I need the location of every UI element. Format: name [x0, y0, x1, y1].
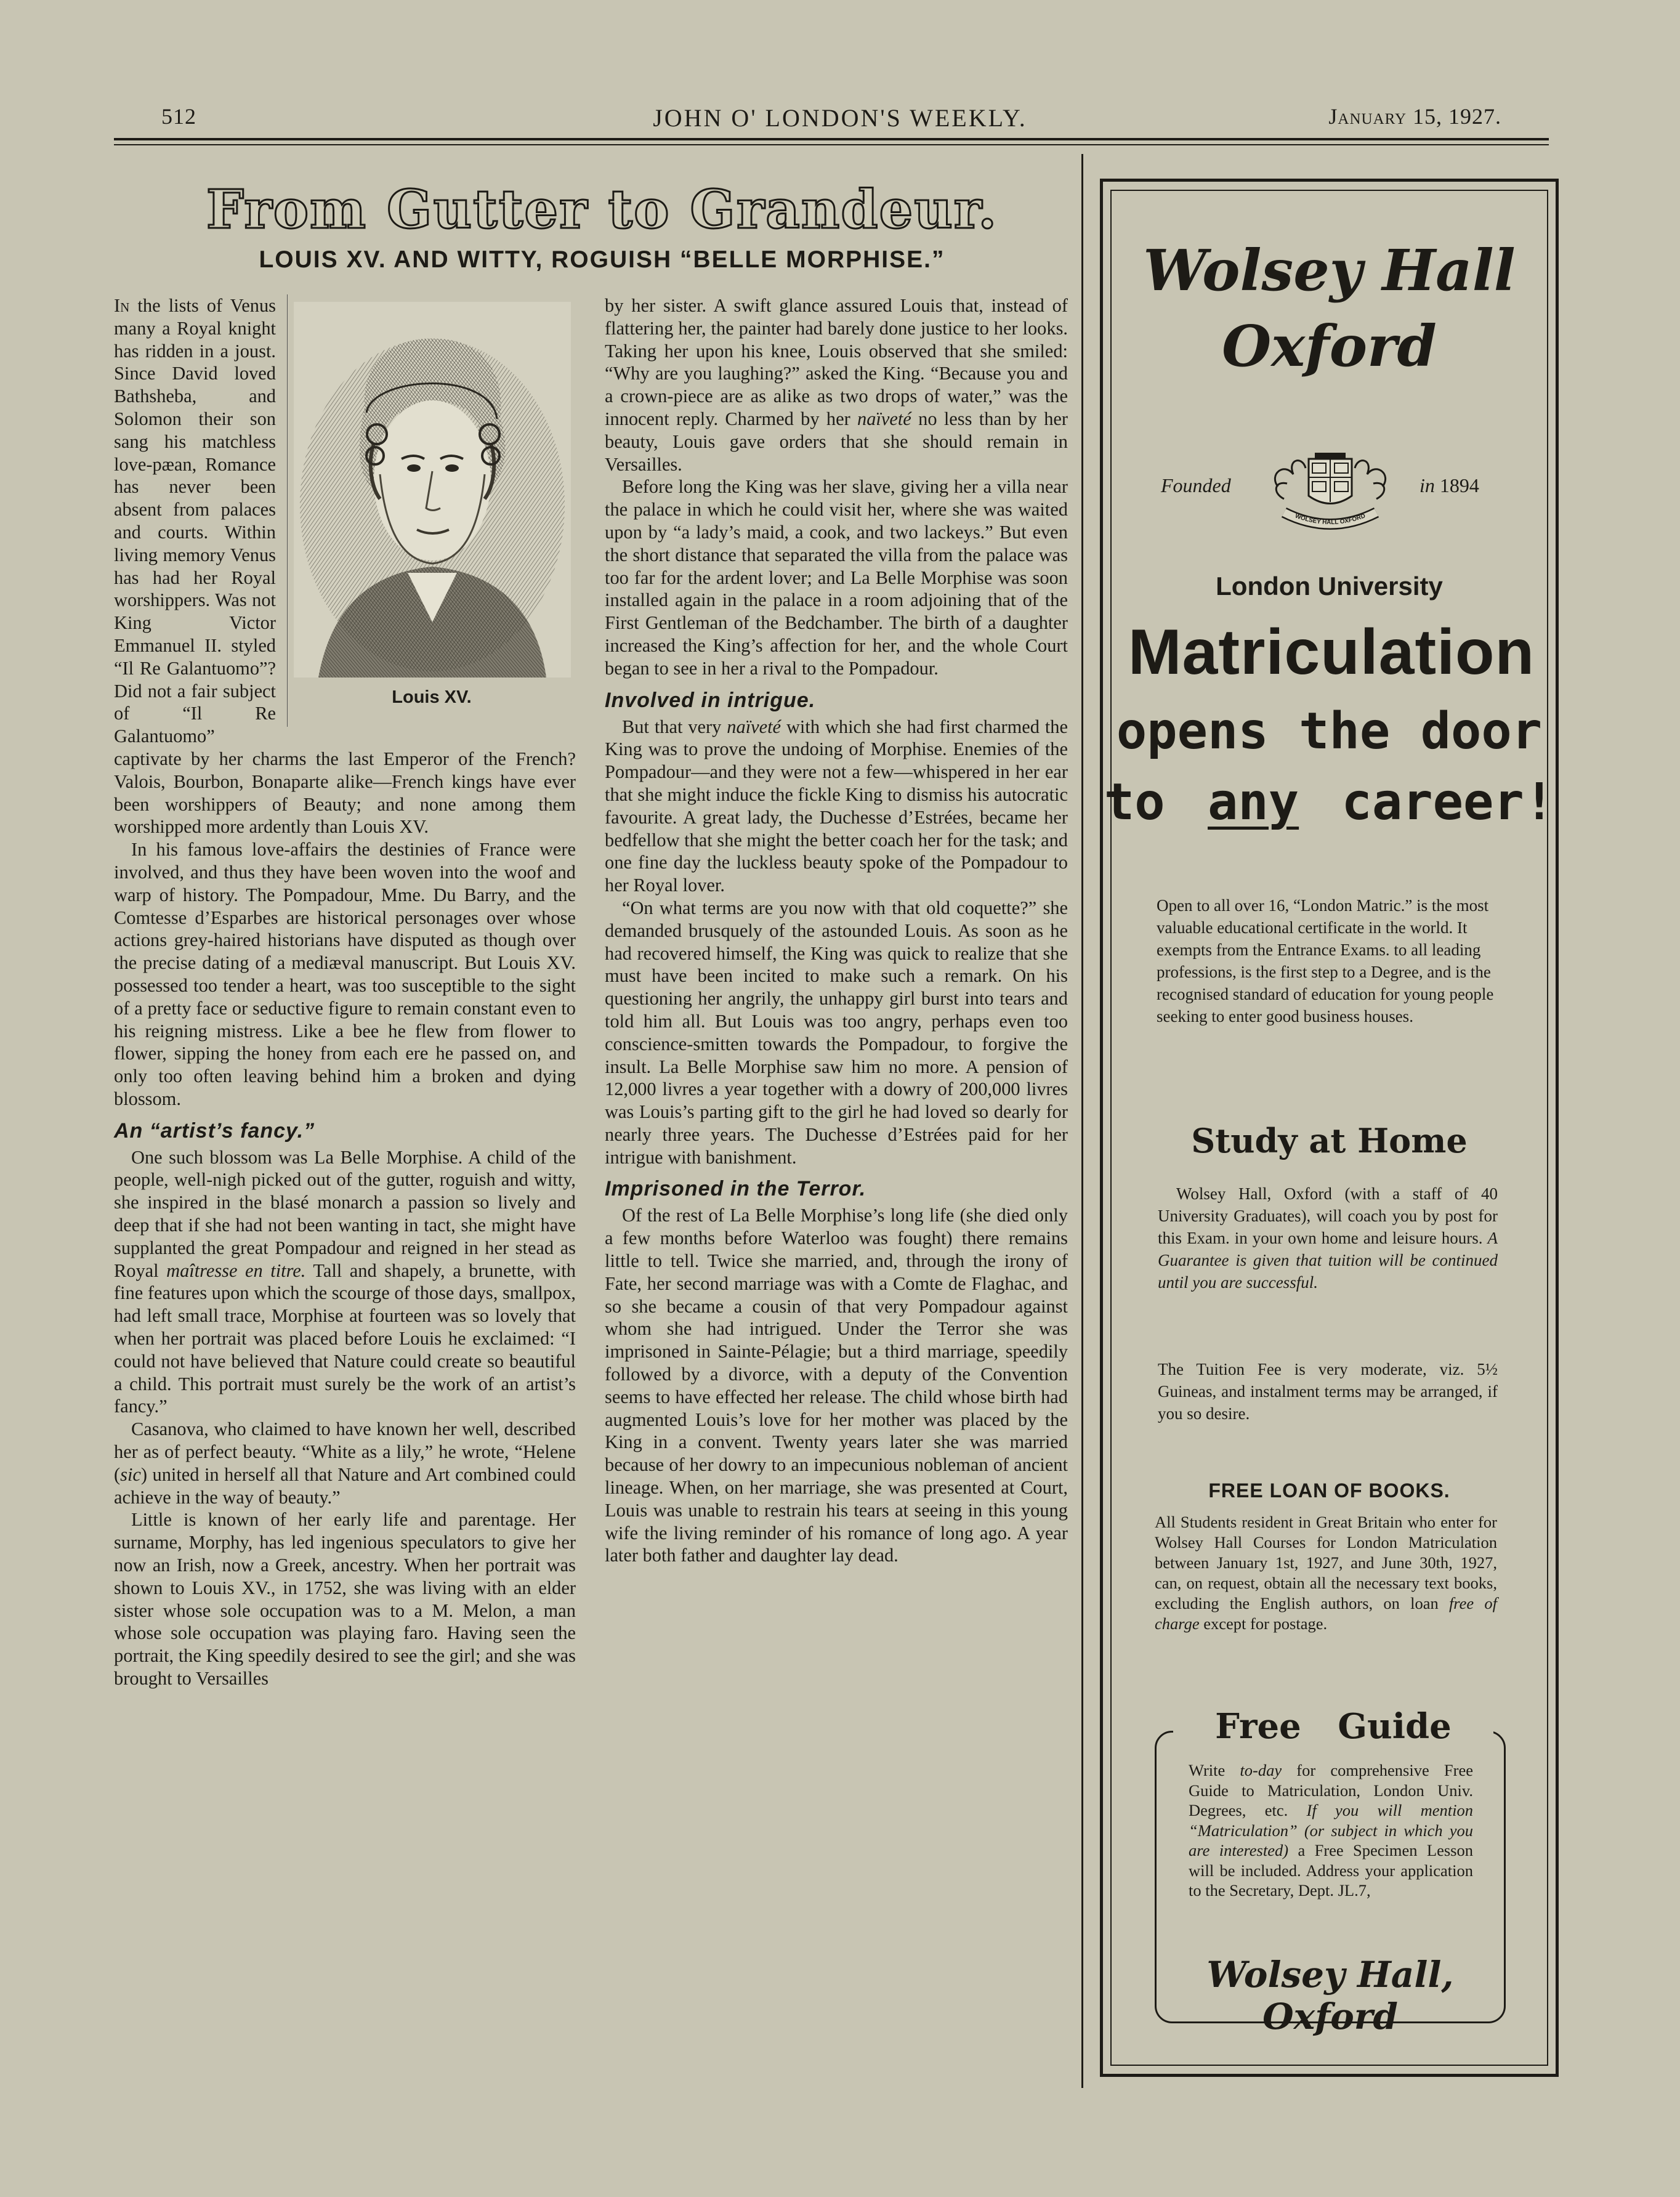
portrait-engraving [294, 302, 571, 678]
advert-loan-heading: FREE LOAN OF BOOKS. [1208, 1479, 1450, 1502]
article-subtitle: LOUIS XV. AND WITTY, ROGUISH “BELLE MORPHISE.” [259, 246, 945, 273]
advert-study-heading: Study at Home [1191, 1121, 1468, 1160]
article-paragraph: “On what terms are you now with that old coquette?” she demanded brusquely of the astounded Louis. As soon as he had recovered himself, the King was quick to realize that she must have been incited to make such a remark. On his questioning her angrily, the unhappy girl burst into tears and told him all. But Louis was too angry, perhaps even too conscience-smitten towards the Pompadour, to forgive the insult. La Belle Morphise saw him no more. A pension of 12,000 livres a year together with a dowry of 200,000 livres was Louis’s parting gift to the girl he had loved so dearly for nearly three years. The Duchesse d’Estrées paid for her intrigue with banishment. [605, 897, 1068, 1168]
drop-cap: In [114, 295, 130, 316]
article-paragraph: In his famous love-affairs the destinies of France were involved, and thus they have been woven into the woof and warp of history. The Pompadour, Mme. Du Barry, and the Comtesse d’Esparbes are historical personages over whose actions grey-haired historians have disputed as though over the precise dating of a mediæval manuscript. But Louis XV. possessed too tender a heart, was too susceptible to the sight of a pretty face or seductive figure to remain constant even to his reigning mistress. Like a bee he flew from flower to flower, sipping the honey from each ere he passed on, and only too often leaving behind him a broken and dying blossom. [114, 839, 576, 1109]
advert-founded-year: in 1894 [1420, 474, 1479, 496]
advert-loan-text: All Students resident in Great Britain who enter for Wolsey Hall Courses for London Matriculation between January 1st, 1927, and June 30th, 1927, can, on request, obtain all the necessary text books, excluding the English authors, on loan free of charge except for postage. [1155, 1513, 1497, 1633]
article-paragraph: But that very naïveté with which she had first charmed the King was to prove the undoing of Morphise. Enemies of the Pompadour—and they were not a few—whispered in her ear that she might induce the fickle King to dismiss his autocratic favourite. A great lady, the Duchesse d’Estrées, became her bedfellow that she might the better coach her for the task; and one fine day the luckless beauty spoke of the Pompadour to her Royal lover. [605, 716, 1068, 896]
article-paragraph: In the lists of Venus many a Royal knight has ridden in a joust. Since David loved Bathsheba, and Solomon their son sang his matchless love-pæan, Romance has never been absent from palaces and courts. Within living memory Venus has had her Royal worshippers. Was not King Victor Emmanuel II. styled “Il Re Galantuomo”? Did not a fair subject of “Il Re Galantuomo” captivate by her charms the last Emperor of the French? Valois, Bourbon, Bonaparte alike—French kings have ever been worshippers of Beauty; and none among them worshipped more ardently than Louis XV. [114, 295, 576, 838]
crest-icon [1266, 443, 1395, 536]
advert-london-university: London University [1216, 572, 1443, 601]
article-column-left [114, 294, 576, 1690]
article-paragraph: by her sister. A swift glance assured Louis that, instead of flattering her, the painter had barely done justice to her looks. Taking her upon his knee, Louis observed that she smiled: “Why are you laughing?” asked the King. “Because you and a crown-piece are as alike as two drops of water,” was the innocent reply. Charmed by her naïveté no less than by her beauty, Louis gave orders that she should remain in Versailles. [605, 295, 1068, 475]
article-paragraph: Casanova, who claimed to have known her well, described her as of perfect beauty. “White as a lily,” he wrote, “Helene (sic) united in herself all that Nature and Art combined could achieve in the way of beauty.” [114, 1418, 576, 1508]
advert-intro-text: Open to all over 16, “London Matric.” is the most valuable educational certificate in the world. It exempts from the Entrance Exams. to all leading professions, is the first step to a Degree, and is the recognised standard of education for young people seeking to enter good business houses. [1157, 896, 1494, 1026]
publication-title: JOHN O' LONDON'S WEEKLY. [653, 104, 1027, 132]
article-paragraph: One such blossom was La Belle Morphise. A child of the people, well-nigh picked out of the gutter, roguish and witty, she inspired in the blasé monarch a passion so lively and deep that if she had not been wanting in tact, she might have supplanted the great Pompadour and reigned in her stead as Royal maîtresse en titre. Tall and shapely, a brunette, with fine features upon which the scourge of those days, smallpox, had left small trace, Morphise at fourteen was so lovely that when her portrait was placed before Louis he exclaimed: “I could not have believed that Nature could create so beautiful a child. This portrait must surely be the work of an artist’s fancy.” [114, 1146, 576, 1417]
article-paragraph: Before long the King was her slave, giving her a villa near the palace in which he could visit her, where she was waited upon by “a lady’s maid, a cook, and two lackeys.” But even the short distance that separated the villa from the palace was too far for the ardent lover; and La Belle Morphise was soon installed again in the palace in a room adjoining that of the First Gentleman of the Bedchamber. The birth of a daughter increased the King’s affection for her, and the whole Court began to see in her a rival to the Pompadour. [605, 476, 1068, 679]
page-number: 512 [161, 104, 196, 129]
header-rule-thin [114, 144, 1549, 145]
advert-founded-label: Founded [1161, 474, 1231, 496]
section-heading: An “artist’s fancy.” [114, 1119, 315, 1143]
portrait-caption: Louis XV. [392, 687, 472, 707]
advert-opens-the-door: opens the door [1116, 702, 1543, 761]
advert-study-text: Wolsey Hall, Oxford (with a staff of 40 University Graduates), will coach you by post for this Exam. in your own home and leisure hours. A Guarantee is given that tuition will be continued until you are successful. [1158, 1184, 1498, 1292]
header-rule-thick [114, 138, 1549, 140]
portrait-figure [287, 294, 576, 727]
article-paragraph: Of the rest of La Belle Morphise’s long life (she died only a few months before Waterloo was fought) there remains little to tell. Twice she married, and, through the irony of Fate, her second marriage was with a Comte de Flaghac, and so she became a cousin of that very Pompadour against whom she had intrigued. Under the Terror she was imprisoned in Sainte-Pélagie; but a third marriage, speedily followed by a divorce, with a deputy of the Convention seems to have effected her release. The child whose birth had augmented Louis’s love for her mother was placed by the King in a convent. Twenty years later she was married because of her dowry to an impecunious nobleman of ancient lineage. When, on her marriage, she was presented at Court, Louis was unable to restrain his tears at seeing in this young wife the living reminder of his romance of long ago. A year later both father and daughter lay dead. [605, 1205, 1068, 1566]
issue-date: January 15, 1927. [1328, 104, 1501, 129]
free-guide-heading: Free Guide [1173, 1706, 1493, 1747]
advert-matriculation-headline: Matriculation [1128, 617, 1535, 688]
section-heading: Involved in intrigue. [605, 688, 816, 712]
article-paragraph: Little is known of her early life and parentage. Her surname, Morphy, has led ingenious speculators to give her now an Irish, now a Greek, ancestry. When her portrait was shown to Louis XV., in 1752, she was living with an elder sister whose sole occupation was to a M. Melon, a man whose sole occupation was playing faro. Having seen the portrait, the King speedily desired to see the girl; and she was brought to Versailles [114, 1509, 576, 1689]
free-guide-text: Write to-day for comprehensive Free Guide to Matriculation, London Univ. Degrees, etc. If you will mention “Matriculation” (or subject in which you are interested) a Free Specimen Lesson will be included. Address your application to the Secretary, Dept. JL.7, [1189, 1761, 1473, 1900]
advert-fee-text: The Tuition Fee is very moderate, viz. 5½ Guineas, and instalment terms may be arranged, if you so desire. [1158, 1360, 1498, 1423]
article-title: From Gutter to Grandeur. [206, 179, 998, 241]
advert-name-line2: Oxford [1222, 313, 1437, 379]
crest-motto: WOLSEY HALL OXFORD [1294, 512, 1367, 527]
advert-name-line1: Wolsey Hall [1143, 237, 1516, 304]
article-column-middle [605, 294, 1068, 1567]
column-divider [1081, 154, 1083, 2088]
advert-signature: Wolsey Hall, Oxford [1206, 1954, 1454, 2037]
section-heading: Imprisoned in the Terror. [605, 1177, 866, 1201]
advert-to-any-career: to any career! [1104, 773, 1555, 831]
